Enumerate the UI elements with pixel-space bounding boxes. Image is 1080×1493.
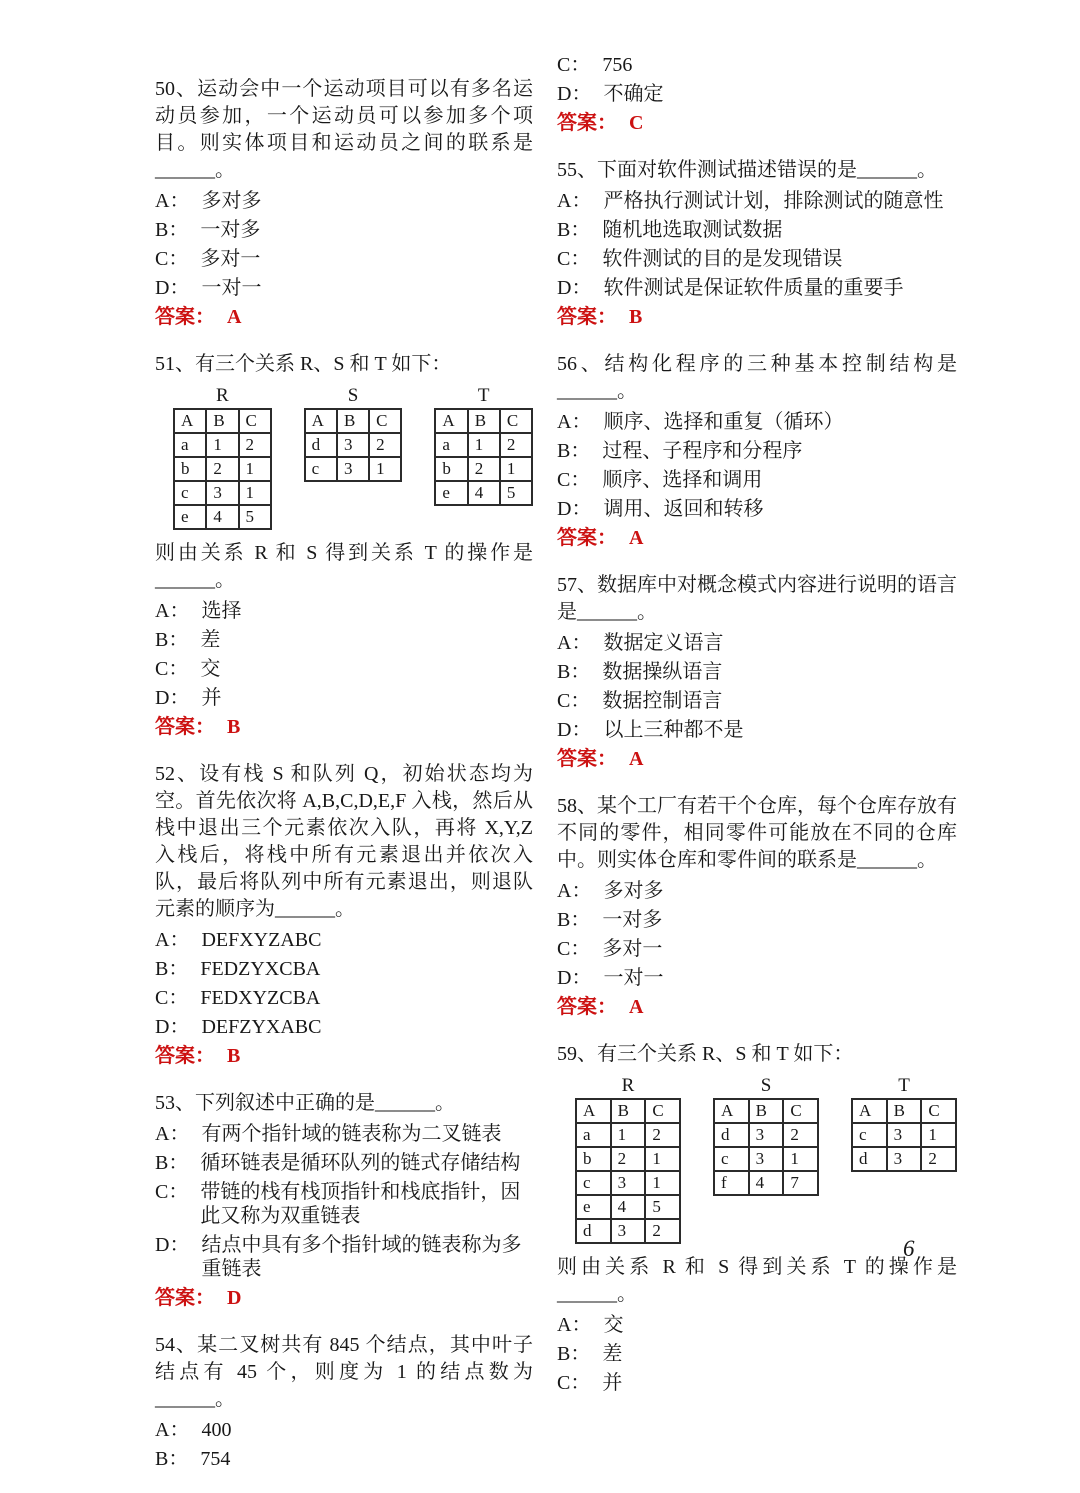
table-row [576, 1171, 680, 1195]
relation-grid [173, 408, 272, 530]
data-cell: e [576, 1195, 611, 1219]
answer-value: A [629, 748, 644, 770]
option-text: 一对一 [603, 967, 664, 989]
data-cell: d [852, 1147, 887, 1171]
header-cell: A [435, 409, 467, 433]
data-cell: 4 [611, 1195, 646, 1219]
answer-line [557, 747, 957, 771]
option-text: 并 [201, 687, 222, 709]
option-text: FEDZYXCBA [200, 958, 321, 980]
option-label: B： [557, 909, 591, 931]
right-column [557, 48, 957, 1417]
option-label: B： [557, 440, 591, 462]
data-cell: d [305, 433, 337, 457]
answer-value: A [227, 306, 242, 328]
relation-caption: R [621, 1075, 635, 1096]
option-B [557, 660, 957, 684]
option-C [557, 247, 957, 271]
table-row [852, 1147, 956, 1171]
option-label: B： [155, 219, 189, 241]
header-cell: C [500, 409, 532, 433]
option-label: D： [557, 498, 592, 520]
answer-line [557, 995, 957, 1019]
data-cell: 2 [468, 457, 500, 481]
table-row [435, 433, 532, 457]
table-row [305, 433, 402, 457]
option-label: A： [557, 411, 592, 433]
data-cell: a [576, 1123, 611, 1147]
option-C [155, 986, 533, 1010]
option-text: 差 [200, 629, 221, 651]
option-text: 循环链表是循环队列的链式存储结构 [200, 1152, 521, 1174]
option-C [557, 1371, 957, 1395]
table-header-row [714, 1099, 818, 1123]
answer-prefix-label: 答案： [557, 527, 617, 549]
relation-tables [173, 386, 533, 530]
data-cell: 4 [206, 505, 238, 529]
option-text: 过程、子程序和分程序 [602, 440, 803, 462]
option-C [557, 468, 957, 492]
option-B [155, 957, 533, 981]
table-row [174, 433, 271, 457]
header-cell: B [206, 409, 238, 433]
option-A [557, 631, 957, 655]
answer-value: D [227, 1287, 242, 1309]
data-cell: c [714, 1147, 749, 1171]
option-D [155, 686, 533, 710]
relation-grid [713, 1098, 819, 1196]
data-cell: 2 [500, 433, 532, 457]
option-label: D： [557, 967, 592, 989]
answer-prefix-label: 答案： [155, 1287, 215, 1309]
option-text: 有两个指针域的链表称为二叉链表 [201, 1123, 502, 1145]
option-label: A： [557, 1314, 592, 1336]
data-cell: 3 [611, 1171, 646, 1195]
option-label: B： [557, 661, 591, 683]
option-label: A： [155, 1419, 190, 1441]
option-A [557, 1313, 957, 1337]
relation-grid [851, 1098, 957, 1172]
option-D [155, 276, 533, 300]
table-header-row [435, 409, 532, 433]
question-stem: 53、下列叙述中正确的是______。 [155, 1092, 455, 1114]
data-cell: 3 [887, 1147, 922, 1171]
answer-line [557, 526, 957, 550]
data-cell: 2 [645, 1219, 680, 1243]
table-header-row [174, 409, 271, 433]
table-row [174, 505, 271, 529]
option-label: B： [155, 629, 189, 651]
header-cell: B [887, 1099, 922, 1123]
option-label: D： [155, 277, 190, 299]
option-C [155, 657, 533, 681]
option-text: 交 [603, 1314, 624, 1336]
option-text: 带链的栈有栈顶指针和栈底指针，因此又称为双重链表 [200, 1181, 521, 1227]
header-cell: B [468, 409, 500, 433]
question-stem: 56、结构化程序的三种基本控制结构是______。 [557, 353, 957, 402]
answer-prefix-label: 答案： [155, 716, 215, 738]
option-label: C： [557, 690, 591, 712]
answer-prefix-label: 答案： [557, 748, 617, 770]
data-cell: 2 [239, 433, 271, 457]
table-row [435, 481, 532, 505]
option-text: 一对多 [200, 219, 261, 241]
option-C [557, 937, 957, 961]
option-text: 不确定 [603, 83, 664, 105]
data-cell: 3 [887, 1123, 922, 1147]
table-row [435, 457, 532, 481]
table-row [714, 1147, 818, 1171]
page-number: 6 [903, 1236, 915, 1261]
question-stem: 55、下面对软件测试描述错误的是______。 [557, 159, 937, 181]
data-cell: 2 [611, 1147, 646, 1171]
option-label: B： [155, 1152, 189, 1174]
option-label: D： [557, 719, 592, 741]
option-label: A： [557, 190, 592, 212]
header-cell: A [305, 409, 337, 433]
option-label: C： [155, 987, 189, 1009]
option-B [557, 1342, 957, 1366]
option-text: FEDXYZCBA [200, 987, 321, 1009]
data-cell: b [576, 1147, 611, 1171]
data-cell: 1 [500, 457, 532, 481]
answer-prefix-label: 答案： [557, 112, 617, 134]
option-B [557, 908, 957, 932]
option-D [557, 276, 957, 300]
data-cell: c [852, 1123, 887, 1147]
option-A [155, 928, 533, 952]
option-B [155, 218, 533, 242]
question-stem: 54、某二叉树共有 845 个结点，其中叶子结点有 45 个，则度为 1 的结点数为______。 [155, 1334, 533, 1410]
option-D [155, 1233, 533, 1281]
relation-caption: S [760, 1075, 772, 1096]
question-stem: 58、某个工厂有若干个仓库，每个仓库存放有不同的零件，相同零件可能放在不同的仓库中。则实体仓库和零件间的联系是______。 [557, 795, 957, 871]
data-cell: 2 [783, 1123, 818, 1147]
header-cell: C [239, 409, 271, 433]
data-cell: 1 [239, 457, 271, 481]
question-55 [557, 157, 957, 329]
option-label: B： [557, 219, 591, 241]
relation-grid [434, 408, 533, 506]
question-56 [557, 351, 957, 550]
data-cell: 3 [206, 481, 238, 505]
data-cell: 3 [749, 1123, 784, 1147]
question-50 [155, 76, 533, 329]
relation-table-t [434, 386, 533, 506]
option-B [557, 439, 957, 463]
data-cell: f [714, 1171, 749, 1195]
option-B [557, 218, 957, 242]
answer-value: B [227, 1045, 241, 1067]
answer-line [155, 305, 533, 329]
option-label: A： [155, 1123, 190, 1145]
answer-prefix-label: 答案： [557, 996, 617, 1018]
option-text: 数据定义语言 [603, 632, 724, 654]
question-54 [155, 1332, 533, 1471]
table-row [576, 1147, 680, 1171]
table-row [305, 457, 402, 481]
table-row [174, 457, 271, 481]
option-text: 结点中具有多个指针域的链表称为多重链表 [201, 1234, 522, 1280]
option-D [155, 1015, 533, 1039]
answer-line [557, 305, 957, 329]
data-cell: 1 [611, 1123, 646, 1147]
answer-line [155, 1286, 533, 1310]
question-57 [557, 572, 957, 771]
data-cell: 5 [500, 481, 532, 505]
option-text: 顺序、选择和重复（循环） [603, 411, 844, 433]
data-cell: 3 [611, 1219, 646, 1243]
relation-table-r [575, 1076, 681, 1244]
data-cell: a [174, 433, 206, 457]
option-C [155, 247, 533, 271]
option-label: A： [557, 880, 592, 902]
option-text: 400 [201, 1419, 232, 1441]
data-cell: e [435, 481, 467, 505]
option-A [155, 599, 533, 623]
option-A [557, 879, 957, 903]
option-label: C： [557, 469, 591, 491]
data-cell: c [174, 481, 206, 505]
header-cell: C [921, 1099, 956, 1123]
question-stem: 50、运动会中一个运动项目可以有多名运动员参加，一个运动员可以参加多个项目。则实体项目和运动员之间的联系是______。 [155, 78, 533, 181]
option-label: B： [557, 1343, 591, 1365]
relation-table-r [173, 386, 272, 530]
question-51 [155, 351, 533, 739]
option-label: C： [155, 658, 189, 680]
header-cell: A [174, 409, 206, 433]
option-C [155, 1180, 533, 1228]
relation-grid [575, 1098, 681, 1244]
option-text: 一对多 [602, 909, 663, 931]
table-header-row [305, 409, 402, 433]
option-label: C： [155, 248, 189, 270]
data-cell: b [174, 457, 206, 481]
option-label: B： [155, 1448, 189, 1470]
header-cell: A [714, 1099, 749, 1123]
option-text: 选择 [201, 600, 242, 622]
answer-line [155, 715, 533, 739]
option-label: A： [557, 632, 592, 654]
option-text: 756 [602, 54, 633, 76]
option-label: B： [155, 958, 189, 980]
header-cell: A [852, 1099, 887, 1123]
data-cell: 1 [645, 1147, 680, 1171]
option-label: C： [155, 1181, 189, 1203]
data-cell: 1 [468, 433, 500, 457]
option-text: DEFZYXABC [201, 1016, 322, 1038]
data-cell: 4 [468, 481, 500, 505]
data-cell: 7 [783, 1171, 818, 1195]
question-stem: 59、有三个关系 R、S 和 T 如下： [557, 1043, 854, 1065]
question-58 [557, 793, 957, 1019]
option-text: 严格执行测试计划，排除测试的随意性 [603, 190, 944, 212]
option-label: A： [155, 929, 190, 951]
table-row [576, 1123, 680, 1147]
header-cell: B [337, 409, 369, 433]
option-D [557, 966, 957, 990]
data-cell: c [305, 457, 337, 481]
question-post-text: 则由关系 R 和 S 得到关系 T 的操作是______。 [557, 1256, 957, 1305]
data-cell: 3 [337, 457, 369, 481]
option-A [155, 1122, 533, 1146]
answer-line [557, 111, 957, 135]
table-row [852, 1123, 956, 1147]
option-text: 并 [602, 1372, 623, 1394]
data-cell: 1 [783, 1147, 818, 1171]
option-C [557, 689, 957, 713]
question-53 [155, 1090, 533, 1310]
relation-grid [304, 408, 403, 482]
answer-value: A [629, 527, 644, 549]
option-label: A： [155, 600, 190, 622]
question-continuation [557, 53, 957, 135]
answer-prefix-label: 答案： [155, 306, 215, 328]
header-cell: C [369, 409, 401, 433]
data-cell: 3 [337, 433, 369, 457]
option-label: D： [557, 83, 592, 105]
option-text: 一对一 [201, 277, 262, 299]
option-C [557, 53, 957, 77]
data-cell: 1 [369, 457, 401, 481]
data-cell: 2 [206, 457, 238, 481]
question-52 [155, 761, 533, 1068]
option-text: 以上三种都不是 [603, 719, 744, 741]
option-text: 软件测试是保证软件质量的重要手 [603, 277, 904, 299]
header-cell: C [783, 1099, 818, 1123]
relation-caption: T [477, 385, 490, 406]
data-cell: a [435, 433, 467, 457]
option-text: DEFXYZABC [201, 929, 322, 951]
data-cell: d [714, 1123, 749, 1147]
relation-caption: S [347, 385, 359, 406]
table-row [576, 1195, 680, 1219]
relation-caption: T [898, 1075, 910, 1096]
option-text: 调用、返回和转移 [603, 498, 764, 520]
option-label: C： [557, 248, 591, 270]
data-cell: b [435, 457, 467, 481]
data-cell: 3 [749, 1147, 784, 1171]
header-cell: B [611, 1099, 646, 1123]
data-cell: 2 [645, 1123, 680, 1147]
data-cell: d [576, 1219, 611, 1243]
answer-value: C [629, 112, 644, 134]
option-label: C： [557, 54, 591, 76]
table-row [714, 1171, 818, 1195]
option-B [155, 628, 533, 652]
option-label: A： [155, 190, 190, 212]
option-B [155, 1151, 533, 1175]
option-text: 数据操纵语言 [602, 661, 723, 683]
question-stem: 52、设有栈 S 和队列 Q，初始状态均为空。首先依次将 A,B,C,D,E,F 入栈，然后从栈中退出三个元素依次入队，再将 X,Y,Z 入栈后，将栈中所有元素退出并依次入队，最后将队列中所有元素退出，则退队元素的顺序为______。 [155, 763, 533, 920]
data-cell: e [174, 505, 206, 529]
option-text: 数据控制语言 [602, 690, 723, 712]
option-text: 754 [200, 1448, 231, 1470]
option-text: 多对多 [603, 880, 664, 902]
header-cell: A [576, 1099, 611, 1123]
option-D [557, 718, 957, 742]
data-cell: 5 [239, 505, 271, 529]
option-D [557, 82, 957, 106]
data-cell: c [576, 1171, 611, 1195]
left-column [155, 76, 533, 1493]
data-cell: 1 [921, 1123, 956, 1147]
option-A [155, 1418, 533, 1442]
data-cell: 1 [206, 433, 238, 457]
answer-value: B [227, 716, 241, 738]
option-B [155, 1447, 533, 1471]
option-label: D： [557, 277, 592, 299]
question-stem: 57、数据库中对概念模式内容进行说明的语言是______。 [557, 574, 957, 623]
option-text: 多对一 [200, 248, 261, 270]
option-text: 差 [602, 1343, 623, 1365]
question-post-text: 则由关系 R 和 S 得到关系 T 的操作是______。 [155, 542, 533, 591]
data-cell: 1 [645, 1171, 680, 1195]
relation-table-s [713, 1076, 819, 1196]
option-label: D： [155, 1234, 190, 1256]
relation-caption: R [215, 385, 229, 406]
relation-table-t [851, 1076, 957, 1172]
header-cell: B [749, 1099, 784, 1123]
option-text: 多对多 [201, 190, 262, 212]
option-label: C： [557, 938, 591, 960]
option-text: 软件测试的目的是发现错误 [602, 248, 843, 270]
option-text: 顺序、选择和调用 [602, 469, 763, 491]
data-cell: 2 [369, 433, 401, 457]
option-A [155, 189, 533, 213]
data-cell: 2 [921, 1147, 956, 1171]
table-header-row [576, 1099, 680, 1123]
relation-table-s [304, 386, 403, 482]
option-A [557, 189, 957, 213]
table-row [576, 1219, 680, 1243]
option-A [557, 410, 957, 434]
answer-prefix-label: 答案： [155, 1045, 215, 1067]
option-text: 随机地选取测试数据 [602, 219, 783, 241]
option-label: C： [557, 1372, 591, 1394]
option-D [557, 497, 957, 521]
option-label: D： [155, 1016, 190, 1038]
answer-prefix-label: 答案： [557, 306, 617, 328]
data-cell: 4 [749, 1171, 784, 1195]
option-label: D： [155, 687, 190, 709]
answer-value: A [629, 996, 644, 1018]
option-text: 多对一 [602, 938, 663, 960]
answer-value: B [629, 306, 643, 328]
question-stem: 51、有三个关系 R、S 和 T 如下： [155, 353, 452, 375]
answer-line [155, 1044, 533, 1068]
header-cell: C [645, 1099, 680, 1123]
relation-tables [575, 1076, 957, 1244]
data-cell: 1 [239, 481, 271, 505]
table-row [714, 1123, 818, 1147]
table-header-row [852, 1099, 956, 1123]
option-text: 交 [200, 658, 221, 680]
table-row [174, 481, 271, 505]
data-cell: 5 [645, 1195, 680, 1219]
question-59 [557, 1041, 957, 1395]
